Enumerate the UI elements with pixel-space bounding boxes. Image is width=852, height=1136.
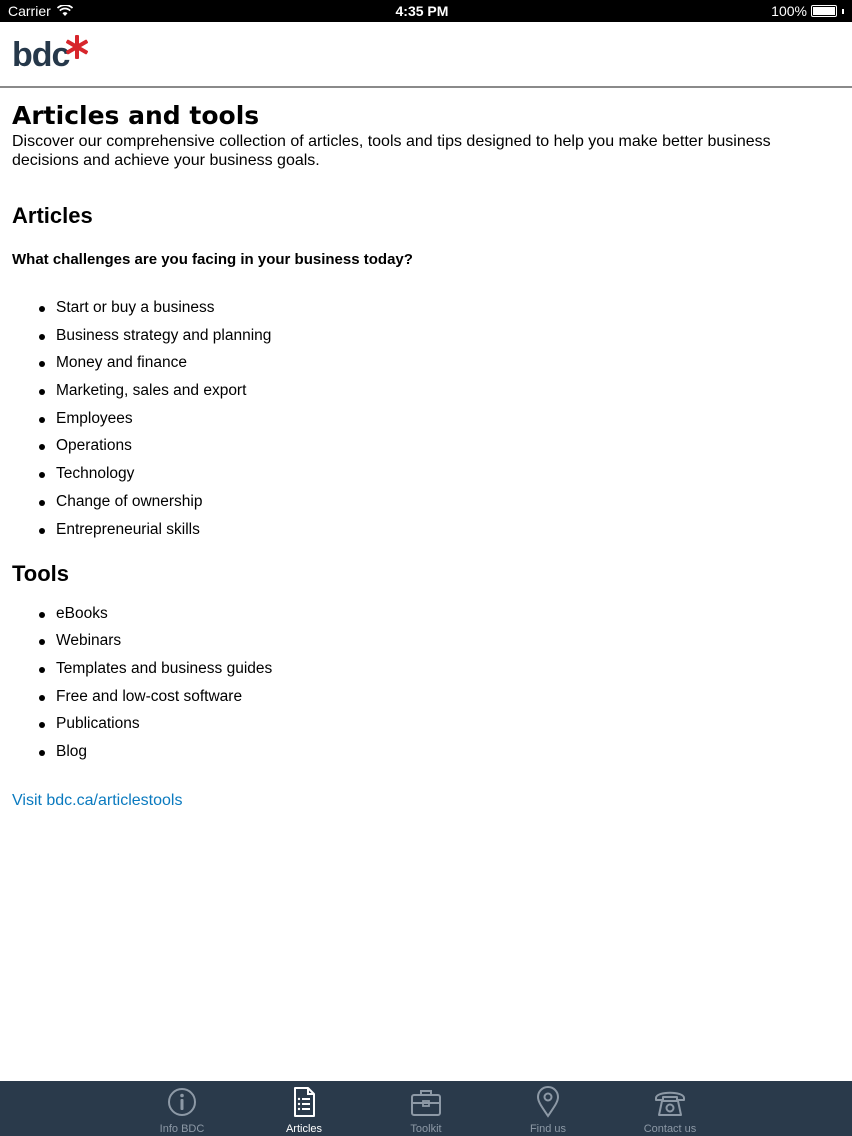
intro-text: Discover our comprehensive collection of articles, tools and tips designed to help you make better business decisions and achieve your business goals. <box>12 133 771 169</box>
list-item[interactable]: Entrepreneurial skills <box>12 520 832 540</box>
list-item[interactable]: Money and finance <box>12 353 832 373</box>
tab-label: Find us <box>529 1123 567 1135</box>
tab-bar <box>0 1081 852 1136</box>
list-item[interactable]: Change of ownership <box>12 492 832 512</box>
tab-find-us[interactable] <box>487 1081 609 1136</box>
visit-articles-tools-link[interactable]: Visit bdc.ca/articlestools <box>12 791 183 809</box>
list-item[interactable]: Templates and business guides <box>12 659 832 679</box>
map-pin-icon <box>531 1085 565 1119</box>
list-item[interactable]: Start or buy a business <box>12 298 832 318</box>
bdc-logo[interactable] <box>12 34 92 80</box>
status-left <box>8 3 73 19</box>
list-item[interactable]: eBooks <box>12 604 832 624</box>
logo-text: bdc <box>12 36 70 74</box>
tab-contact-us[interactable] <box>609 1081 731 1136</box>
info-icon <box>165 1085 199 1119</box>
carrier-label: Carrier <box>8 3 51 19</box>
document-list-icon <box>287 1085 321 1119</box>
tools-list <box>12 604 832 762</box>
battery-icon <box>811 5 837 17</box>
clock: 4:35 PM <box>395 3 449 19</box>
articles-question: What challenges are you facing in your business today? <box>12 251 413 268</box>
tab-label: Info BDC <box>159 1123 205 1135</box>
list-item[interactable]: Employees <box>12 409 832 429</box>
telephone-icon <box>653 1085 687 1119</box>
page-title: Articles and tools <box>12 101 260 130</box>
list-item[interactable]: Marketing, sales and export <box>12 381 832 401</box>
list-item[interactable]: Publications <box>12 714 832 734</box>
battery-tip <box>842 9 844 14</box>
list-item[interactable]: Business strategy and planning <box>12 326 832 346</box>
tab-toolkit[interactable] <box>365 1081 487 1136</box>
tab-info-bdc[interactable] <box>121 1081 243 1136</box>
list-item[interactable]: Webinars <box>12 631 832 651</box>
list-item[interactable]: Blog <box>12 742 832 762</box>
wifi-icon <box>57 5 73 17</box>
list-item[interactable]: Free and low-cost software <box>12 687 832 707</box>
articles-list <box>12 298 832 540</box>
list-item[interactable]: Technology <box>12 464 832 484</box>
status-right <box>771 3 844 19</box>
articles-heading: Articles <box>12 203 93 228</box>
status-bar <box>0 0 852 22</box>
maple-star-icon <box>64 34 90 60</box>
tab-label: Articles <box>285 1123 323 1135</box>
battery-percent: 100% <box>771 3 807 19</box>
main-content <box>12 100 832 810</box>
briefcase-icon <box>409 1085 443 1119</box>
tab-label: Contact us <box>643 1123 697 1135</box>
app-header <box>0 22 852 88</box>
list-item[interactable]: Operations <box>12 436 832 456</box>
tools-heading: Tools <box>12 560 70 586</box>
tab-articles[interactable] <box>243 1081 365 1136</box>
tab-label: Toolkit <box>410 1123 442 1135</box>
